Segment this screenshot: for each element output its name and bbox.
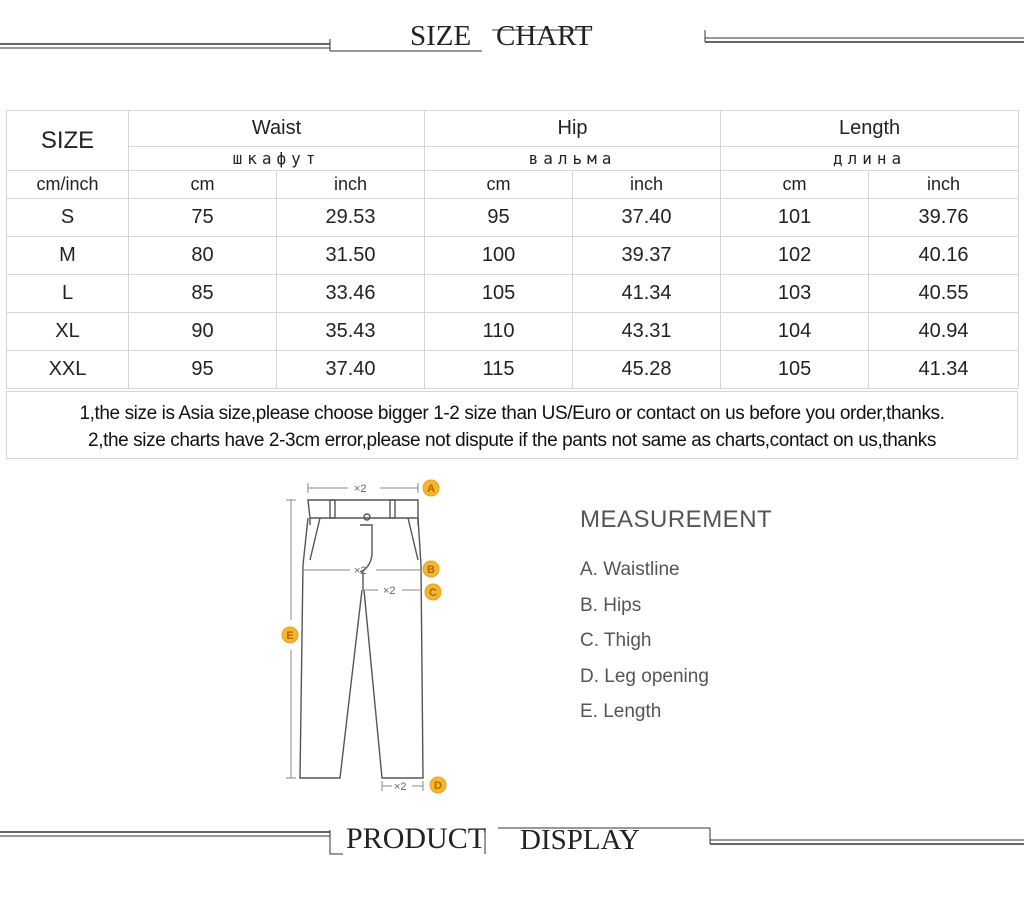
header-word-chart: CHART — [496, 20, 593, 52]
multiplier-label: ×2 — [394, 781, 407, 793]
table-row — [7, 199, 1019, 237]
hip-header-ru: вальма — [425, 147, 721, 171]
unit-cell: cm — [425, 171, 573, 199]
product-display-header — [0, 818, 1024, 878]
length-header-ru: длина — [721, 147, 1019, 171]
table-cell: 110 — [425, 313, 573, 351]
unit-cell: inch — [277, 171, 425, 199]
unit-label: cm/inch — [7, 171, 129, 199]
multiplier-label: ×2 — [383, 585, 396, 597]
unit-cell: inch — [869, 171, 1019, 199]
measurement-title: MEASUREMENT — [580, 506, 773, 533]
multiplier-labels — [354, 483, 407, 793]
header-word-display: DISPLAY — [520, 824, 640, 856]
table-cell: 80 — [129, 237, 277, 275]
table-cell: 95 — [425, 199, 573, 237]
size-notes — [6, 391, 1018, 459]
table-cell: 40.16 — [869, 237, 1019, 275]
measurement-item: B. Hips — [580, 594, 642, 616]
header-word-size: SIZE — [410, 20, 472, 52]
waist-header-ru: шкафут — [129, 147, 425, 171]
waist-header: Waist — [129, 111, 425, 147]
size-header: SIZE — [7, 111, 129, 171]
table-cell: 33.46 — [277, 275, 425, 313]
table-cell: 29.53 — [277, 199, 425, 237]
table-cell: 85 — [129, 275, 277, 313]
marker-label: E — [286, 630, 294, 642]
table-cell: 37.40 — [277, 351, 425, 389]
size-cell: XL — [7, 313, 129, 351]
table-cell: 40.94 — [869, 313, 1019, 351]
table-cell: 41.34 — [573, 275, 721, 313]
unit-cell: inch — [573, 171, 721, 199]
size-cell: L — [7, 275, 129, 313]
marker-label: A — [427, 483, 435, 495]
length-header: Length — [721, 111, 1019, 147]
table-cell: 115 — [425, 351, 573, 389]
measurement-item: D. Leg opening — [580, 665, 709, 687]
header-decoration — [0, 818, 1024, 878]
size-cell: S — [7, 199, 129, 237]
measurement-item: A. Waistline — [580, 559, 680, 580]
size-table — [6, 110, 1019, 389]
table-row — [7, 313, 1019, 351]
table-cell: 39.37 — [573, 237, 721, 275]
note-line: 1,the size is Asia size,please choose bigger 1-2 size than US/Euro or contact on us before you order,thanks. — [79, 403, 945, 424]
pants-diagram — [270, 470, 470, 800]
marker-label: D — [434, 780, 442, 792]
table-cell: 40.55 — [869, 275, 1019, 313]
note-line: 2,the size charts have 2-3cm error,please not dispute if the pants not same as charts,contact on us,thanks — [88, 430, 936, 451]
multiplier-label: ×2 — [354, 565, 367, 577]
size-cell: XXL — [7, 351, 129, 389]
table-cell: 102 — [721, 237, 869, 275]
measurement-item: C. Thigh — [580, 630, 652, 651]
table-units-row — [7, 171, 1019, 199]
table-cell: 45.28 — [573, 351, 721, 389]
unit-cell: cm — [721, 171, 869, 199]
table-cell: 103 — [721, 275, 869, 313]
size-cell: M — [7, 237, 129, 275]
table-cell: 105 — [721, 351, 869, 389]
marker-label: B — [427, 564, 435, 576]
table-row — [7, 275, 1019, 313]
table-cell: 43.31 — [573, 313, 721, 351]
table-cell: 41.34 — [869, 351, 1019, 389]
unit-cell: cm — [129, 171, 277, 199]
table-cell: 105 — [425, 275, 573, 313]
table-cell: 31.50 — [277, 237, 425, 275]
header-word-product: PRODUCT — [346, 822, 487, 855]
table-header-row — [7, 111, 1019, 147]
table-russian-row — [7, 147, 1019, 171]
measurement-item: E. Length — [580, 701, 662, 722]
table-cell: 90 — [129, 313, 277, 351]
marker-label: C — [429, 587, 437, 599]
multiplier-label: ×2 — [354, 483, 367, 495]
table-cell: 75 — [129, 199, 277, 237]
table-cell: 37.40 — [573, 199, 721, 237]
size-chart-header — [0, 12, 1024, 72]
pants-outline — [300, 500, 423, 778]
hip-header: Hip — [425, 111, 721, 147]
table-cell: 100 — [425, 237, 573, 275]
table-cell: 104 — [721, 313, 869, 351]
table-cell: 39.76 — [869, 199, 1019, 237]
table-row — [7, 351, 1019, 389]
table-row — [7, 237, 1019, 275]
table-cell: 101 — [721, 199, 869, 237]
measurement-list — [580, 558, 709, 736]
table-cell: 95 — [129, 351, 277, 389]
table-cell: 35.43 — [277, 313, 425, 351]
